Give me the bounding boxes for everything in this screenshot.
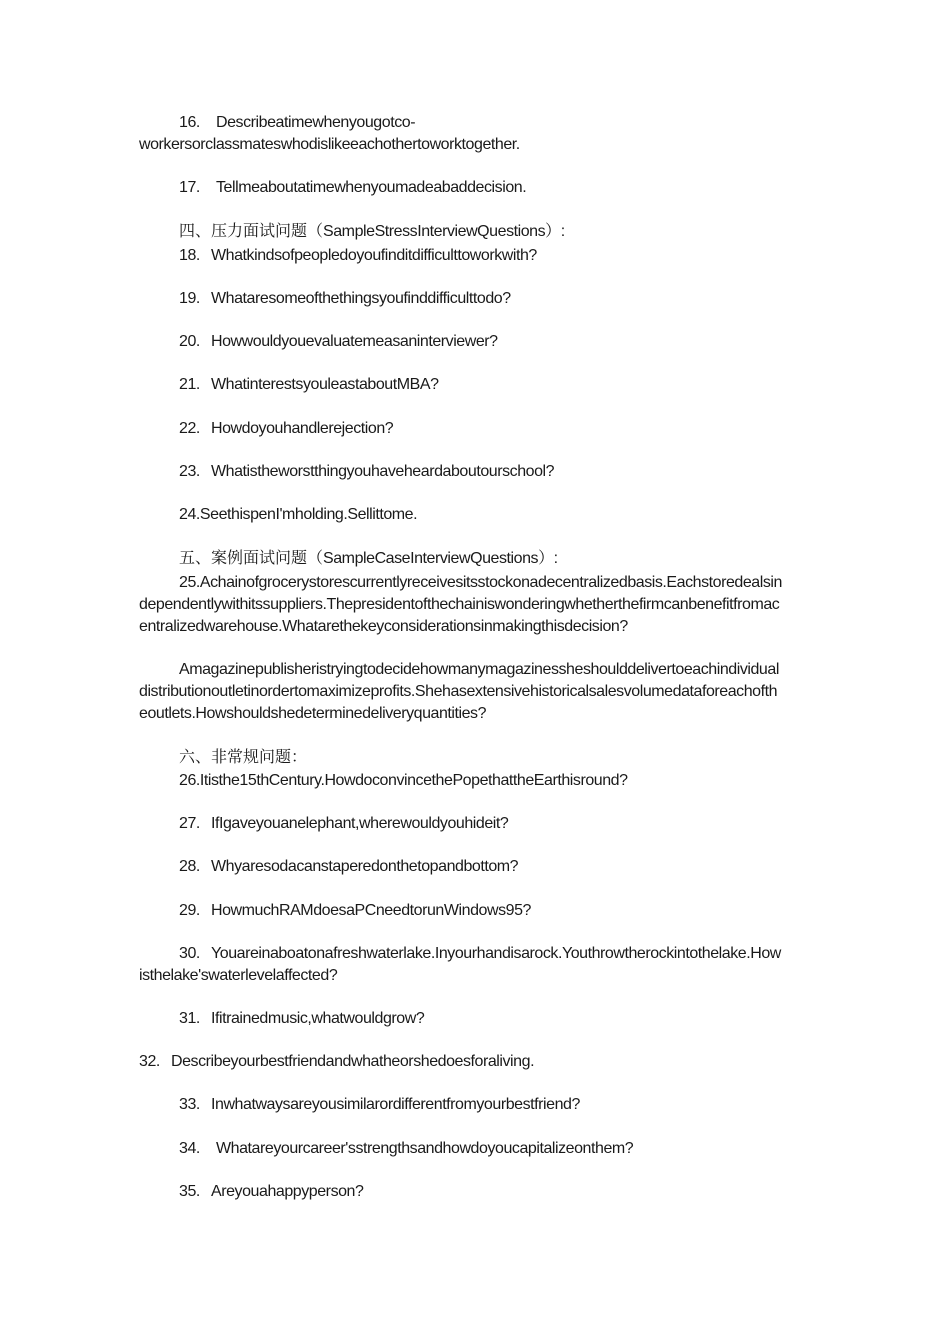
question-24: 24.SeethispenI'mholding.Sellittome. [179, 506, 418, 523]
question-28: 28. Whyaresodacanstaperedonthetopandbottom? [179, 858, 519, 875]
question-17: 17. Tellmeaboutatimewhenyoumadeabaddecision. [179, 179, 527, 196]
question-23: 23. Whatistheworstthingyouhaveheardaboutourschool? [179, 463, 555, 480]
section-5-heading: 五、案例面试问题（SampleCaseInterviewQuestions）: [179, 548, 558, 567]
magazine-question-line-2: distributionoutletinordertomaximizeprofits.Shehasextensivehistoricalsalesvolumedataforeachofth [139, 683, 778, 700]
question-20: 20. Howwouldyouevaluatemeasaninterviewer? [179, 333, 498, 350]
question-26: 26.Itisthe15thCentury.HowdoconvincethePopethattheEarthisround? [179, 772, 628, 789]
question-34: 34. Whatareyourcareer'sstrengthsandhowdoyoucapitalizeonthem? [179, 1140, 634, 1157]
question-35: 35. Areyouahappyperson? [179, 1183, 364, 1200]
question-25-line-2: dependentlywithitssuppliers.Thepresidentofthechainiswonderingwhetherthefirmcanbenefitfromac [139, 596, 780, 613]
section-4-heading: 四、压力面试问题（SampleStressInterviewQuestions）: [179, 221, 565, 240]
question-29: 29. HowmuchRAMdoesaPCneedtorunWindows95? [179, 902, 531, 919]
question-18: 18. Whatkindsofpeopledoyoufinditdifficulttoworkwith? [179, 247, 537, 264]
question-22: 22. Howdoyouhandlerejection? [179, 420, 394, 437]
question-19: 19. Whataresomeofthethingsyoufinddifficulttodo? [179, 290, 511, 307]
question-21: 21. WhatinterestsyouleastaboutMBA? [179, 376, 439, 393]
question-31: 31. Ifitrainedmusic,whatwouldgrow? [179, 1010, 425, 1027]
question-30-line-2: isthelake'swaterlevelaffected? [139, 967, 338, 984]
question-30-line-1: 30. Youareinaboatonafreshwaterlake.Inyourhandisarock.Youthrowtherockintothelake.How [179, 945, 781, 962]
question-32: 32. Describeyourbestfriendandwhatheorshedoesforaliving. [139, 1053, 535, 1070]
question-25-line-3: entralizedwarehouse.Whatarethekeyconsiderationsinmakingthisdecision? [139, 618, 628, 635]
question-25-line-1: 25.Achainofgrocerystorescurrentlyreceivesitsstockonadecentralizedbasis.Eachstoredealsin [179, 574, 782, 591]
magazine-question-line-3: eoutlets.Howshouldshedeterminedeliveryquantities? [139, 705, 487, 722]
magazine-question-line-1: Amagazinepublisheristryingtodecidehowmanymagazinessheshoulddelivertoeachindividual [179, 661, 779, 678]
question-16-line-2: workersorclassmateswhodislikeeachothertoworktogether. [139, 136, 520, 153]
question-33: 33. Inwhatwaysareyousimilarordifferentfromyourbestfriend? [179, 1096, 580, 1113]
question-27: 27. IfIgaveyouanelephant,wherewouldyouhideit? [179, 815, 509, 832]
section-6-heading: 六、非常规问题： [179, 747, 308, 766]
question-16-line-1: 16. Describeatimewhenyougotco- [179, 114, 416, 131]
